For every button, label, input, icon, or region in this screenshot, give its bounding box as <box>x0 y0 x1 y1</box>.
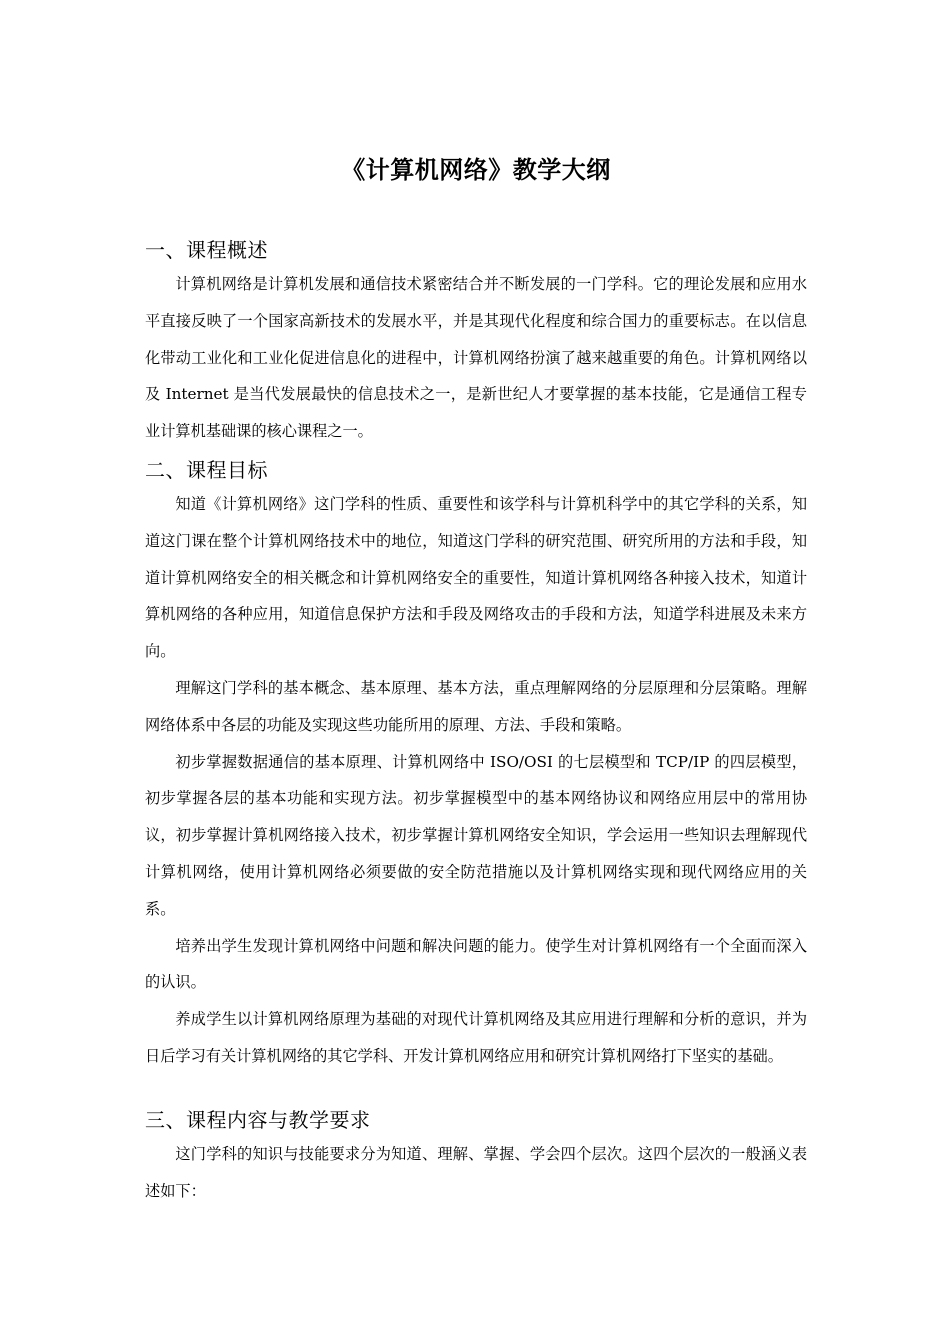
paragraph: 初步掌握数据通信的基本原理、计算机网络中 ISO/OSI 的七层模型和 TCP/IP 的四层模型，初步掌握各层的基本功能和实现方法。初步掌握模型中的基本网络协议和网络应用层中的常用协议，初步掌握计算机网络接入技术，初步掌握计算机网络安全知识，学会运用一些知识去理解现代计算机网络，使用计算机网络必须要做的安全防范措施以及计算机网络实现和现代网络应用的关系。 <box>145 752 807 918</box>
paragraph: 培养出学生发现计算机网络中问题和解决问题的能力。使学生对计算机网络有一个全面而深入的认识。 <box>145 936 807 992</box>
paragraph: 知道《计算机网络》这门学科的性质、重要性和该学科与计算机科学中的其它学科的关系，知道这门课在整个计算机网络技术中的地位，知道这门学科的研究范围、研究所用的方法和手段，知道计算机网络安全的相关概念和计算机网络安全的重要性，知道计算机网络各种接入技术，知道计算机网络的各种应用，知道信息保护方法和手段及网络攻击的手段和方法，知道学科进展及未来方向。 <box>145 495 807 661</box>
section-heading: 一、课程概述 <box>145 238 268 262</box>
section-course-overview <box>145 234 807 450</box>
section-course-content <box>145 1104 807 1210</box>
paragraph: 养成学生以计算机网络原理为基础的对现代计算机网络及其应用进行理解和分析的意识，并为日后学习有关计算机网络的其它学科、开发计算机网络应用和研究计算机网络打下坚实的基础。 <box>145 1010 807 1065</box>
paragraph: 计算机网络是计算机发展和通信技术紧密结合并不断发展的一门学科。它的理论发展和应用水平直接反映了一个国家高新技术的发展水平，并是其现代化程度和综合国力的重要标志。在以信息化带动工业化和工业化促进信息化的进程中，计算机网络扮演了越来越重要的角色。计算机网络以及 Internet 是当代发展最快的信息技术之一，是新世纪人才要掌握的基本技能，它是通信工程专业计算机基础课的核心课程之一。 <box>145 275 807 441</box>
section-heading: 二、课程目标 <box>145 458 268 482</box>
section-course-objectives <box>145 454 807 1075</box>
section-heading: 三、课程内容与教学要求 <box>145 1108 371 1132</box>
document-title: 《计算机网络》教学大纲 <box>341 156 611 184</box>
paragraph: 这门学科的知识与技能要求分为知道、理解、掌握、学会四个层次。这四个层次的一般涵义表述如下： <box>145 1145 807 1200</box>
paragraph: 理解这门学科的基本概念、基本原理、基本方法，重点理解网络的分层原理和分层策略。理解网络体系中各层的功能及实现这些功能所用的原理、方法、手段和策略。 <box>145 678 807 734</box>
